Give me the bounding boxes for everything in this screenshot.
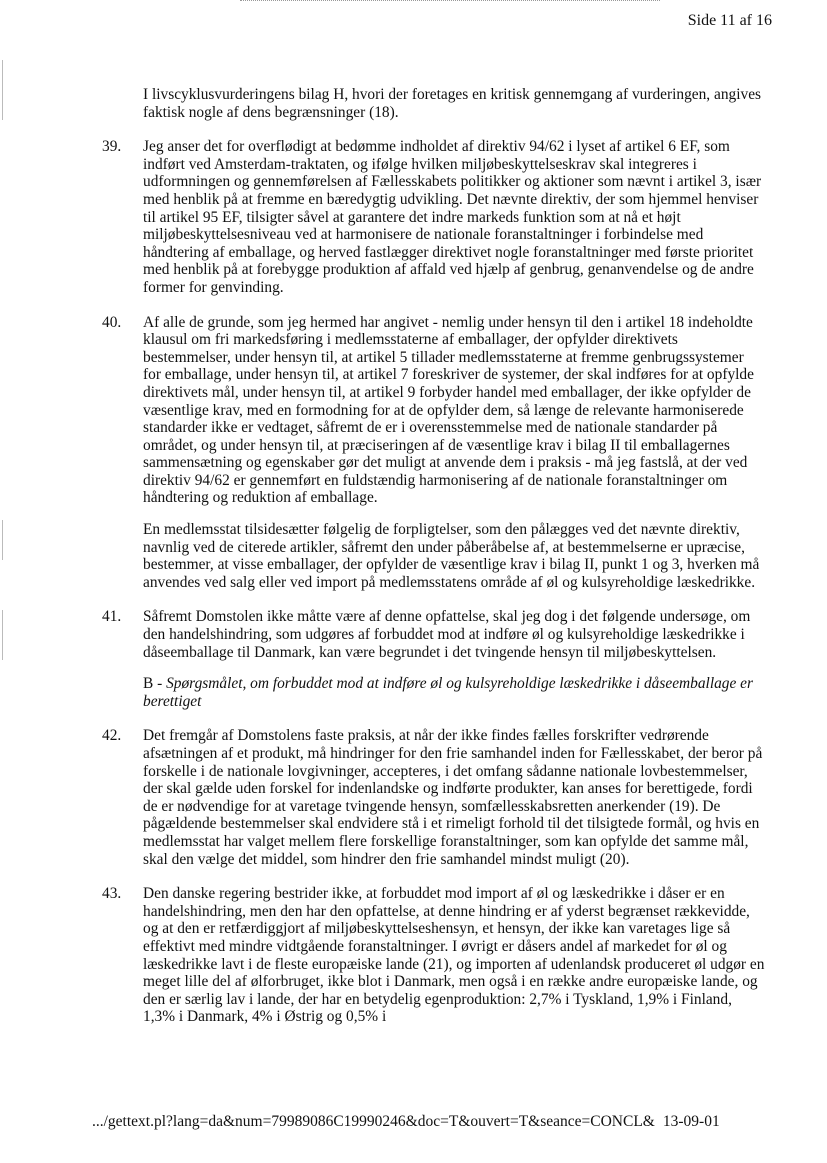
- paragraph-43: [0, 885, 827, 1026]
- paragraph-number: 39.: [102, 138, 122, 156]
- page-number: Side 11 af 16: [687, 12, 772, 29]
- paragraph-number: 42.: [102, 727, 122, 745]
- document-body: [0, 86, 827, 1043]
- paragraph-number: 43.: [102, 885, 122, 903]
- section-heading-prefix: B -: [143, 675, 167, 693]
- paragraph-number: 41.: [102, 608, 122, 626]
- paragraph-text: Af alle de grunde, som jeg hermed har angivet - nemlig under hensyn til den i artikel 18 indeholdte klausul om fri markedsføring i medlemsstaterne af emballager, der opfylder direktivets bestemmelser, under hensyn til, at artikel 5 tillader medlemsstaterne at fremme genbrugssystemer for emballage, under hensyn til, at artikel 7 foreskriver de systemer, der skal indføres for at opfylde direktivets mål, under hensyn til, at artikel 9 forbyder handel med emballager, der ikke opfylder de væsentlige krav, med en formodning for at de opfylder dem, så længe de relevante harmoniserede standarder ikke er vedtaget, såfremt de er i overensstemmelse med de nationale standarder på området, og under hensyn til, at præciseringen af de væsentlige krav i bilag II til emballagernes sammensætning og egenskaber gør det muligt at anvende dem i praksis - må jeg fastslå, at der ved direktiv 94/62 er gennemført en fuldstændig harmonisering af de nationale foranstaltninger om håndtering og reduktion af emballage.: [143, 313, 754, 507]
- paragraph-number: 40.: [102, 313, 122, 331]
- paragraph-text: Den danske regering bestrider ikke, at forbuddet mod import af øl og læskedrikke i dåser er en handelshindring, men den har den opfattelse, at denne hindring er af yderst begrænset rækkevidde, og at den er retfærdiggjort af miljøbeskyttelseshensyn, et hensyn, der ikke kan varetages lige så effektivt med mindre vidtgående foranstaltninger. I øvrigt er dåsers andel af markedet for øl og læskedrikke lavt i de fleste europæiske lande (21), og importen af udenlandsk produceret øl udgør en meget lille del af ølforbruget, ikke blot i Danmark, men også i en række andre europæiske lande, og den er særlig lav i lande, der har en betydelig egenproduktion: 2,7% i Tyskland, 1,9% i Finland, 1,3% i Danmark, 4% i Østrig og 0,5% i: [143, 885, 765, 1026]
- page-footer: [92, 1113, 720, 1131]
- section-heading-title: Spørgsmålet, om forbuddet mod at indføre øl og kulsyreholdige læskedrikke i dåseemballage er berettiget: [143, 675, 753, 710]
- footer-url: .../gettext.pl?lang=da&num=79989086C19990246&doc=T&ouvert=T&seance=CONCL&: [92, 1113, 655, 1130]
- footer-date: 13-09-01: [662, 1113, 720, 1130]
- paragraph-text: Såfremt Domstolen ikke måtte være af denne opfattelse, skal jeg dog i det følgende undersøge, om den handelshindring, som udgøres af forbuddet mod at indføre øl og kulsyreholdige læskedrikke i dåseemballage til Danmark, kan være begrundet i det tvingende hensyn til miljøbeskyttelsen.: [143, 608, 751, 661]
- paragraph-39: [0, 138, 827, 296]
- paragraph-text: I livscyklusvurderingens bilag H, hvori der foretages en kritisk gennemgang af vurderingen, angives faktisk nogle af dens begrænsninger (18).: [143, 86, 762, 121]
- paragraph-text: Jeg anser det for overflødigt at bedømme indholdet af direktiv 94/62 i lyset af artikel 6 EF, som indført ved Amsterdam-traktaten, og ifølge hvilken miljøbeskyttelseskrav skal integreres i udformningen og gennemførelsen af Fællesskabets politikker og aktioner som nævnt i artikel 3, især med henblik på at fremme en bæredygtig udvikling. Det nævnte direktiv, der som hjemmel henviser til artikel 95 EF, tilsigter såvel at garantere det indre markeds funktion som at nå et højt miljøbeskyttelsesniveau ved at harmonisere de nationale foranstaltninger i forbindelse med håndtering af emballage, og herved fastlægger direktivet nogle foranstaltninger med første prioritet med henblik på at forebygge produktion af affald ved hjælp af genbrug, genanvendelse og de andre former for genvinding.: [143, 138, 762, 296]
- section-heading: [0, 675, 827, 710]
- paragraph-text: En medlemsstat tilsidesætter følgelig de forpligtelser, som den pålægges ved det nævnte direktiv, navnlig ved de citerede artikler, såfremt den under påberåbelse af, at bestemmelserne er upræcise, bestemmer, at visse emballager, der opfylder de væsentlige krav i bilag II, punkt 1 og 3, hverken må anvendes ved salg eller ved import på medlemsstatens område af øl og kulsyreholdige læskedrikke.: [143, 521, 760, 591]
- paragraph: [0, 86, 827, 121]
- scan-top-border: [240, 0, 660, 3]
- paragraph-40-continued: [0, 521, 827, 591]
- paragraph-41: [0, 608, 827, 661]
- paragraph-42: [0, 727, 827, 868]
- paragraph-40: [0, 314, 827, 508]
- paragraph-text: Det fremgår af Domstolens faste praksis, at når der ikke findes fælles forskrifter vedrørende afsætningen af et produkt, må hindringer for den frie samhandel inden for Fællesskabet, der beror på forskelle i de nationale lovgivninger, accepteres, i det omfang sådanne nationale lovbestemmelser, der skal gælde uden forskel for indenlandske og indførte produkter, kan anses for berettigede, fordi de er nødvendige for at varetage tvingende hensyn, somfællesskabsretten anerkender (19). De pågældende bestemmelser skal endvidere stå i et rimeligt forhold til det tilsigtede formål, og hvis en medlemsstat har valget mellem flere forskellige foranstaltninger, som kan opfylde det samme mål, skal den vælge det middel, som hindrer den frie samhandel mindst muligt (20).: [143, 727, 763, 868]
